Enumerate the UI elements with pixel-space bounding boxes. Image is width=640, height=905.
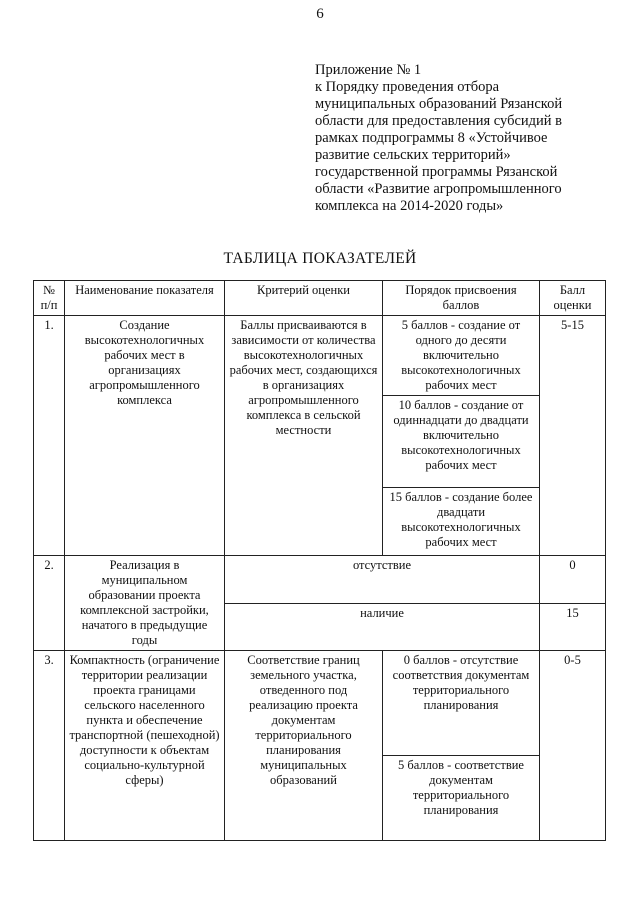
appendix-line: области для предоставления субсидий в [315, 113, 563, 129]
indicator-name: Создание высокотехнологичных рабочих мест в организациях агропромышленного комплекса [65, 316, 225, 556]
indicators-table [33, 280, 606, 841]
header-score: Балл оценки [540, 281, 606, 316]
appendix-line: к Порядку проведения отбора [315, 79, 500, 95]
indicator-name: Компактность (ограничение территории реализации проекта границами сельского населенного пункта и обеспечение транспортной (пешеходной) доступности к объектам социально-культурной сферы) [65, 651, 225, 841]
order-cell: 0 баллов - отсутствие соответствия документам территориального планирования [383, 651, 540, 756]
appendix-line: государственной программы Рязанской [315, 164, 558, 180]
header-num: № п/п [34, 281, 65, 316]
option-cell: отсутствие [225, 556, 540, 604]
criterion-cell: Баллы присваиваются в зависимости от количества высокотехнологичных рабочих мест, создающихся в организациях агропромышленного комплекса в сельской местности [225, 316, 383, 556]
order-cell: 5 баллов - соответствие документам территориального планирования [383, 756, 540, 841]
header-name: Наименование показателя [65, 281, 225, 316]
score-cell: 0-5 [540, 651, 606, 841]
score-cell: 5-15 [540, 316, 606, 556]
score-cell: 0 [540, 556, 606, 604]
score-cell: 15 [540, 604, 606, 651]
appendix-line: развитие сельских территорий» [315, 147, 511, 163]
order-cell: 5 баллов - создание от одного до десяти включительно высокотехнологичных рабочих мест [383, 316, 540, 396]
header-order: Порядок присвоения баллов [383, 281, 540, 316]
criterion-cell: Соответствие границ земельного участка, отведенного под реализацию проекта документам территориального планирования муниципальных образований [225, 651, 383, 841]
appendix-line: рамках подпрограммы 8 «Устойчивое [315, 130, 548, 146]
table-title: ТАБЛИЦА ПОКАЗАТЕЛЕЙ [223, 250, 417, 267]
indicator-name: Реализация в муниципальном образовании проекта комплексной застройки, начатого в предыдущие годы [65, 556, 225, 651]
header-criterion: Критерий оценки [225, 281, 383, 316]
order-cell: 10 баллов - создание от одиннадцати до двадцати включительно высокотехнологичных рабочих мест [383, 396, 540, 488]
order-cell: 15 баллов - создание более двадцати высокотехнологичных рабочих мест [383, 488, 540, 556]
page-number: 6 [316, 6, 324, 22]
option-cell: наличие [225, 604, 540, 651]
appendix-line: комплекса на 2014-2020 годы» [315, 198, 504, 214]
appendix-line: Приложение № 1 [315, 62, 422, 78]
table-row [34, 556, 606, 604]
table-row [34, 316, 606, 396]
appendix-line: области «Развитие агропромышленного [315, 181, 562, 197]
row-number: 1. [34, 316, 65, 556]
appendix-header [315, 62, 615, 215]
row-number: 3. [34, 651, 65, 841]
appendix-line: муниципальных образований Рязанской [315, 96, 563, 112]
table-header-row [34, 281, 606, 316]
table-row [34, 651, 606, 756]
row-number: 2. [34, 556, 65, 651]
